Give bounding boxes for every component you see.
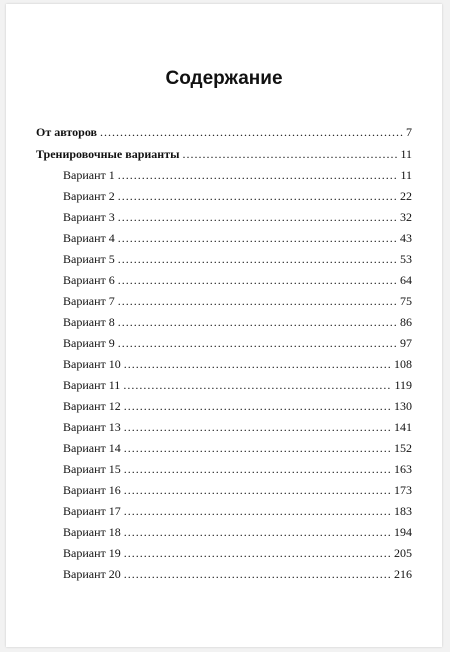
toc-entry-label: Вариант 13 — [63, 420, 121, 434]
table-of-contents — [36, 122, 412, 585]
toc-entry-variant-17[interactable] — [36, 501, 412, 522]
dot-leader — [118, 312, 397, 333]
toc-entry-label: Вариант 1 — [63, 168, 115, 182]
toc-entry-variant-19[interactable] — [36, 543, 412, 564]
toc-entry-label: Вариант 7 — [63, 294, 115, 308]
dot-leader — [118, 186, 397, 207]
toc-entry-label: Вариант 2 — [63, 189, 115, 203]
toc-entry-label: Вариант 15 — [63, 462, 121, 476]
toc-entry-variant-16[interactable] — [36, 480, 412, 501]
dot-leader — [118, 291, 397, 312]
dot-leader — [124, 501, 391, 522]
toc-entry-page: 194 — [394, 525, 412, 539]
toc-entry-page: 205 — [394, 546, 412, 560]
toc-entry-label: Вариант 9 — [63, 336, 115, 350]
toc-entry-authors[interactable] — [36, 122, 412, 143]
dot-leader — [100, 122, 403, 143]
toc-entry-variant-7[interactable] — [36, 291, 412, 312]
toc-entry-label: Тренировочные варианты — [36, 147, 180, 161]
dot-leader — [124, 354, 391, 375]
toc-entry-page: 7 — [406, 125, 412, 139]
toc-entry-page: 141 — [394, 420, 412, 434]
dot-leader — [118, 228, 397, 249]
dot-leader — [124, 417, 391, 438]
dot-leader — [124, 438, 391, 459]
dot-leader — [182, 144, 397, 165]
toc-entry-training-variants[interactable] — [36, 144, 412, 165]
dot-leader — [124, 459, 391, 480]
toc-entry-variant-12[interactable] — [36, 396, 412, 417]
toc-entry-page: 11 — [400, 168, 412, 182]
toc-entry-variant-15[interactable] — [36, 459, 412, 480]
toc-entry-page: 64 — [400, 273, 412, 287]
toc-entry-page: 97 — [400, 336, 412, 350]
toc-entry-label: Вариант 16 — [63, 483, 121, 497]
page-title: Содержание — [165, 68, 283, 89]
toc-entry-variant-11[interactable] — [36, 375, 412, 396]
toc-entry-label: Вариант 14 — [63, 441, 121, 455]
toc-entry-page: 11 — [400, 147, 412, 161]
toc-entry-label: Вариант 20 — [63, 567, 121, 581]
document-page — [6, 4, 442, 647]
dot-leader — [124, 522, 391, 543]
dot-leader — [118, 249, 397, 270]
toc-entry-label: Вариант 6 — [63, 273, 115, 287]
toc-entry-page: 75 — [400, 294, 412, 308]
toc-entry-page: 22 — [400, 189, 412, 203]
toc-entry-variant-10[interactable] — [36, 354, 412, 375]
toc-entry-variant-5[interactable] — [36, 249, 412, 270]
toc-entry-variant-18[interactable] — [36, 522, 412, 543]
toc-entry-page: 119 — [394, 378, 412, 392]
toc-entry-label: Вариант 10 — [63, 357, 121, 371]
toc-entry-variant-6[interactable] — [36, 270, 412, 291]
toc-entry-label: Вариант 11 — [63, 378, 121, 392]
toc-entry-variant-3[interactable] — [36, 207, 412, 228]
toc-entry-variant-20[interactable] — [36, 564, 412, 585]
toc-entry-variant-9[interactable] — [36, 333, 412, 354]
toc-entry-label: Вариант 5 — [63, 252, 115, 266]
toc-entry-variant-1[interactable] — [36, 165, 412, 186]
dot-leader — [123, 375, 391, 396]
dot-leader — [124, 480, 391, 501]
toc-entry-page: 183 — [394, 504, 412, 518]
dot-leader — [124, 396, 391, 417]
toc-entry-page: 86 — [400, 315, 412, 329]
toc-entry-label: Вариант 3 — [63, 210, 115, 224]
dot-leader — [124, 564, 391, 585]
toc-entry-label: От авторов — [36, 125, 98, 139]
toc-entry-variant-8[interactable] — [36, 312, 412, 333]
dot-leader — [118, 165, 398, 186]
toc-entry-variant-13[interactable] — [36, 417, 412, 438]
toc-entry-page: 43 — [400, 231, 412, 245]
toc-entry-label: Вариант 18 — [63, 525, 121, 539]
toc-entry-variant-2[interactable] — [36, 186, 412, 207]
toc-entry-label: Вариант 12 — [63, 399, 121, 413]
dot-leader — [118, 207, 397, 228]
dot-leader — [118, 333, 397, 354]
toc-entry-variant-4[interactable] — [36, 228, 412, 249]
dot-leader — [124, 543, 391, 564]
toc-entry-label: Вариант 4 — [63, 231, 115, 245]
toc-entry-page: 216 — [394, 567, 412, 581]
toc-entry-page: 163 — [394, 462, 412, 476]
toc-entry-page: 130 — [394, 399, 412, 413]
toc-entry-page: 173 — [394, 483, 412, 497]
dot-leader — [118, 270, 397, 291]
toc-entry-label: Вариант 17 — [63, 504, 121, 518]
toc-entry-label: Вариант 8 — [63, 315, 115, 329]
toc-entry-variant-14[interactable] — [36, 438, 412, 459]
toc-entry-label: Вариант 19 — [63, 546, 121, 560]
toc-entry-page: 108 — [394, 357, 412, 371]
toc-entry-page: 32 — [400, 210, 412, 224]
toc-entry-page: 152 — [394, 441, 412, 455]
toc-entry-page: 53 — [400, 252, 412, 266]
